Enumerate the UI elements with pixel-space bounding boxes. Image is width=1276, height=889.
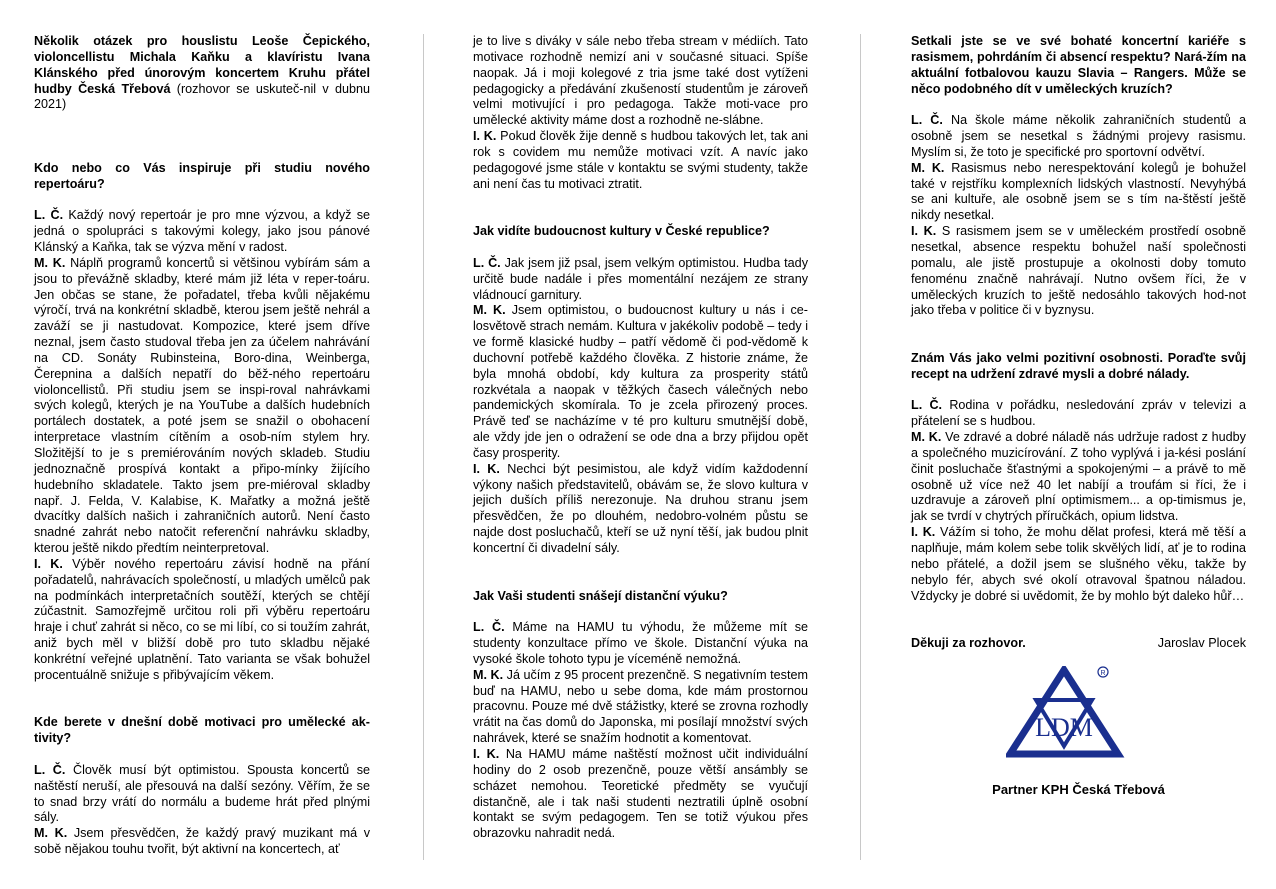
speaker-label: M. K. <box>34 826 68 841</box>
answer-text: Rasismus nebo nerespektování kolegů je bohužel také v rejstříku komplexních lidských vlastností. Nevyhýbá se ani kultuře, ale osobně jsem se s tím na-štěstí ještě nikdy nesetkal. <box>911 160 1246 223</box>
speaker-label: I. K. <box>473 461 500 476</box>
speaker-label: I. K. <box>473 746 500 761</box>
answer-text: Jsem optimistou, o budoucnost kultury u nás i ce-losvětově strach nemám. Kultura v jakékoliv podobě – tedy i ve formě klasické hudby – patří vědomě či pod-vědomě k duchovní potřebě každého člověka. Z historie známe, že byla mnohá období, kdy kultura za prosperity států rozkvétala a naopak v těžkých časech válečných nebo pandemických skomírala. To je zcela přirozený proces. Právě teď se nacházíme v té pro kulturu smutnější době, ale vždy jde jen o odražení se ode dna a brzy přijdou opět časy prosperity. <box>473 303 808 460</box>
speaker-label: M. K. <box>34 255 66 270</box>
answer-text: Výběr nového repertoáru závisí hodně na přání pořadatelů, nahrávacích společností, u mladých umělců pak na podmínkách interpretačních soutěží, kterých se chtějí zúčastnit. Samozřejmě určitou roli při výběru repertoáru hraje i chuť zahrát si něco, co se mi líbí, co si toužím zahrát, aniž bych měl v bližší době pro tuto skladbu nějaké konkrétní veřejné uplatnění. Tato varianta se však bohužel procentuálně snižuje s přibývajícím věkem. <box>34 556 370 682</box>
intro-paragraph <box>34 34 370 113</box>
answer-continuation: je to live s diváky v sále nebo třeba stream v médiích. Tato motivace rozhodně nemizí ani v současné situaci. Spíše naopak. Já i moji kolegové z tria jsme také dost vytíženi pedagogicky a předávání zkušeností studentům je zároveň velmi motivující i pro pedagoga. Takže moti-vace pro umělecké aktivity máme dost a rozhodně ne-slábne. <box>473 34 808 128</box>
answer-paragraph <box>473 668 808 747</box>
answer-paragraph <box>473 620 808 668</box>
answer-paragraph <box>34 826 370 858</box>
speaker-label: I. K. <box>473 129 497 144</box>
column-3 <box>911 34 1246 798</box>
speaker-label: I. K. <box>911 224 937 239</box>
answer-text: Máme na HAMU tu výhodu, že můžeme mít se studenty konzultace přímo ve škole. Distanční výuka na vysoké škole tohoto typu je víceméně nemožná. <box>473 620 808 666</box>
answer-text: Na HAMU máme naštěstí možnost učit individuální hodiny do 2 osob prezenčně, pouze větší ansámbly se scházet nemohou. Teoretické předměty se vyučují distančně, ale i tak naši studenti neztratili úplně osobní kontakt se svým pedagogem. Ten se totiž výukou přes obrazovku nahradit nedá. <box>473 746 808 841</box>
thanks-text: Děkuji za rozhovor. <box>911 636 1026 651</box>
intro-title: Několik otázek pro houslistu Leoše Čepického, violoncellistu Michala Kaňku a klavíristu Ivana Klánského před únorovým koncertem Kruhu přátel hudby Česká Třebová <box>34 34 370 96</box>
column-divider-2 <box>860 34 861 860</box>
answer-text: Nechci být pesimistou, ale když vidím každodenní výkony našich představitelů, obávám se, že slovo kultura v jejich duších příliš nerezonuje. Na druhou stranu jsem přesvědčen, že po dlouhém, nedobro-volném půstu se najde dost posluchačů, kteří se už nyní těší, jak budou plnit koncertní či divadelní sály. <box>473 461 808 555</box>
answer-text: Náplň programů koncertů si většinou vybírám sám a jsou to převážně skladby, které mám již léta v reper-toáru. Jen občas se stane, že pořadatel, třeba kvůli nějakému výročí, trvá na konkrétní skladbě, kterou jsem ještě nehrál a zaváží se ji nastudovat. Kompozice, které jsem dříve neznal, jsem často studoval třeba jen za účelem nahrávání na CD. Sonáty Rubinsteina, Boro-dina, Weinberga, Čerepnina a dalších nepatří do běž-ného repertoáru violoncellistů. Při studiu jsem se inspi-roval nahrávkami svých kolegů, kterých je na YouTube a dalších hudebních portálech dostatek, a poté jsem se snažil o obohacení interpretace vlastním cítěním a osob-ním stylem hry. Složitější to je s premiérováním nových skladeb. Studiu jednoznačně prospívá kontakt a připo-mínky žijícího hudebního skladatele. Takto jsem pre-miéroval skladby např. J. Felda, V. Kalabise, K. Mařatky a možná ještě dvacítky dalších našich i zahraničních autorů. Není často snadné zahrát nebo natočit referenční nahrávku skladby, kterou ještě nikdo předtím neinterpretoval. <box>34 255 370 556</box>
answer-paragraph <box>34 208 370 256</box>
answer-text: S rasismem jsem se v uměleckém prostředí osobně nesetkal, absence respektu bohužel naší společnosti pomalu, ale jistě prostupuje a okolnosti doby tomuto fenoménu značně nahrávají. Nutno ovšem říci, že v uměleckých kruzích to ještě nedosáhlo takových hod-not jako třeba v politice či v byznysu. <box>911 224 1247 318</box>
question-heading: Znám Vás jako velmi pozitivní osobnosti. Poraďte svůj recept na udržení zdravé mysli a dobré nálady. <box>911 350 1246 381</box>
closing-row <box>911 636 1246 652</box>
column-divider-1 <box>423 34 424 860</box>
answer-paragraph <box>473 303 808 461</box>
speaker-label: M. K. <box>911 160 945 175</box>
partner-caption: Partner KPH Česká Třebová <box>992 781 1165 797</box>
answer-paragraph <box>473 462 808 557</box>
question-heading: Setkali jste se ve své bohaté koncertní kariéře s rasismem, pohrdáním či absencí respektu? Nará-žím na aktuální fotbalovou kauzu Slavia – Rangers. Může se něco podobného dít v uměleckých kruzích? <box>911 34 1246 96</box>
answer-paragraph <box>911 224 1246 319</box>
question-heading: Jak vidíte budoucnost kultury v České republice? <box>473 224 770 239</box>
answer-paragraph <box>911 161 1246 224</box>
answer-paragraph <box>911 113 1246 161</box>
answer-text: Každý nový repertoár je pro mne výzvou, a když se jedná o spolupráci s takovými kolegy, jako jsou pánové Klánský a Kaňka, tak se výzva mění v radost. <box>34 208 370 255</box>
answer-paragraph <box>911 525 1246 604</box>
svg-text:R: R <box>1100 669 1106 677</box>
question-heading: Jak Vaši studenti snášejí distanční výuku? <box>473 588 728 603</box>
answer-text: Já učím z 95 procent prezenčně. S negativním testem buď na HAMU, nebo u sebe doma, kde mám prostornou pracovnu. Pouze mé dvě stážistky, které se zrovna rozhodly vrátit na čas domů do Japonska, mi posílají množství svých nahrávek, které se snažím hodnotit a komentovat. <box>473 667 808 746</box>
intro-note: (rozhovor se uskuteč-nil v dubnu 2021) <box>34 81 370 112</box>
ldm-logo-icon <box>1006 666 1156 758</box>
speaker-label: L. Č. <box>34 762 66 777</box>
answer-paragraph <box>473 256 808 304</box>
speaker-label: L. Č. <box>473 255 501 270</box>
speaker-label: L. Č. <box>34 208 64 223</box>
ldm-logo <box>1006 666 1156 758</box>
question-heading: Kde berete v dnešní době motivaci pro umělecké ak-tivity? <box>34 715 370 746</box>
answer-text: Vážím si toho, že mohu dělat profesi, která mě těší a naplňuje, mám kolem sebe tolik skvělých lidí, ať je to rodina nebo přátelé, a dožil jsem se slušného věku, takže by nebylo fér, abych své okolí otravoval špatnou náladou. Vždycky je dobré si uvědomit, že by mohlo být daleko hůř… <box>911 525 1246 603</box>
answer-text: Ve zdravé a dobré náladě nás udržuje radost z hudby a společného muzicírování. Z toho vyplývá i ja-kési poslání činit posluchače šťastnými a spokojenými – a právě to mě osobně už více než 40 let nabíjí a troufám si říci, že i uzdravuje a zároveň plní optimismem... a op-timismus je, jak se tvrdí v chytrých příručkách, opium lidstva. <box>911 430 1246 524</box>
answer-text: Pokud člověk žije denně s hudbou takových let, tak ani rok s covidem mu nemůže motivaci vzít. A navíc jako pedagogové jsme stále v kontaktu se svými studenty, takže ani není čas tu motivaci ztratit. <box>473 129 808 191</box>
answer-text: Na škole máme několik zahraničních studentů a osobně jsem se nesetkal s žádnými projevy rasismu. Myslím si, že toto je specifické pro sportovní odvětví. <box>911 113 1246 159</box>
logo-text: LDM <box>1035 712 1093 742</box>
question-heading: Kdo nebo co Vás inspiruje při studiu nového repertoáru? <box>34 160 370 191</box>
speaker-label: L. Č. <box>911 113 943 128</box>
speaker-label: L. Č. <box>473 620 505 635</box>
column-2 <box>473 34 808 842</box>
answer-paragraph <box>473 747 808 842</box>
author-name: Jaroslav Plocek <box>1157 636 1246 651</box>
speaker-label: I. K. <box>34 556 63 571</box>
speaker-label: M. K. <box>473 667 504 682</box>
answer-paragraph <box>34 763 370 826</box>
answer-text: Jak jsem již psal, jsem velkým optimistou. Hudba tady určitě bude nadále i přes momentální nezájem ze strany vládnoucí garnitury. <box>473 255 808 302</box>
answer-paragraph <box>911 430 1246 525</box>
answer-text: Jsem přesvědčen, že každý pravý muzikant má v sobě nějakou touhu tvořit, být aktivní na koncertech, ať <box>34 826 370 857</box>
answer-text: Rodina v pořádku, nesledování zpráv v televizi a přátelení se s hudbou. <box>911 398 1246 429</box>
speaker-label: M. K. <box>911 430 942 445</box>
speaker-label: I. K. <box>911 525 936 540</box>
answer-paragraph <box>473 129 808 192</box>
answer-paragraph <box>34 557 370 684</box>
speaker-label: M. K. <box>473 303 506 318</box>
answer-paragraph <box>911 398 1246 430</box>
column-1 <box>34 34 370 858</box>
answer-text: Člověk musí být optimistou. Spousta koncertů se naštěstí neruší, ale přesouvá na další sezóny. Věřím, že se to snad brzy vrátí do normálu a budeme hrát před plnými sály. <box>34 762 370 825</box>
speaker-label: L. Č. <box>911 398 943 413</box>
answer-paragraph <box>34 256 370 557</box>
